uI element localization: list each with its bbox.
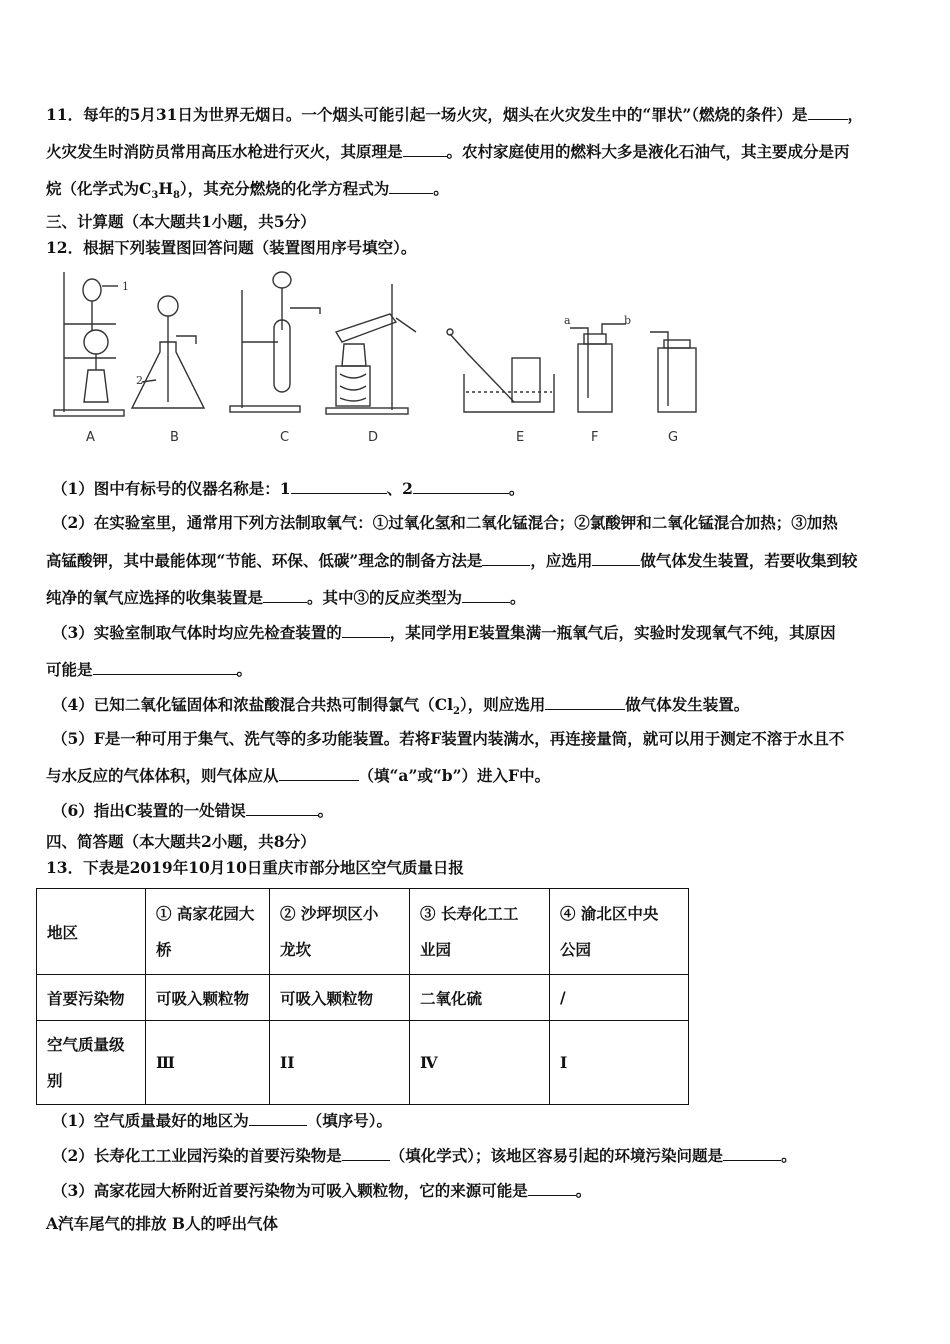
table-cell: 可吸入颗粒物 [270, 975, 410, 1021]
table-cell: / [550, 975, 689, 1021]
apparatus-drawing [46, 262, 706, 452]
apparatus-f [570, 324, 626, 412]
q12-text: （3）实验室制取气体时均应先检查装置的 [52, 623, 342, 642]
table-cell [37, 889, 146, 975]
table-row [37, 975, 689, 1021]
figure-label-a: A [86, 430, 95, 445]
figure-label-e: E [516, 430, 525, 445]
answer-blank[interactable] [482, 550, 530, 566]
q12-text: ），则应选用 [459, 695, 546, 714]
q12-text: 。 [317, 801, 334, 820]
answer-blank[interactable] [93, 659, 237, 675]
q11-line3 [46, 178, 908, 206]
answer-blank[interactable] [413, 478, 509, 494]
q12-text: ，应选用 [530, 551, 593, 570]
q12-part4 [52, 694, 914, 722]
q12-text: 、2 [386, 479, 413, 498]
table-cell [550, 889, 689, 975]
table-cell [410, 889, 550, 975]
figure-label-c: C [280, 430, 290, 445]
apparatus-e [447, 329, 554, 412]
q12-text: （4）已知二氧化锰固体和浓盐酸混合共热可制得氯气（Cl [52, 695, 454, 714]
q11-line1 [46, 104, 908, 125]
answer-blank[interactable] [403, 141, 447, 157]
figure-label-d: D [368, 430, 379, 445]
answer-blank[interactable] [291, 478, 387, 494]
q13-part3 [52, 1180, 914, 1201]
q11-text: 。 [433, 179, 449, 198]
cell-text: 空气质量级 [47, 1034, 125, 1054]
figure-label-b: B [170, 430, 179, 445]
q13-text: 。 [575, 1181, 592, 1200]
apparatus-g [650, 332, 696, 412]
answer-blank[interactable] [545, 694, 625, 710]
cell-text: 别 [47, 1070, 63, 1090]
q13-text: （1）空气质量最好的地区为 [52, 1111, 249, 1130]
cell-text: 地区 [47, 922, 79, 942]
q11-text: 烷（化学式为C [46, 179, 152, 198]
q12-text: 纯净的氧气应选择的收集装置是 [46, 588, 264, 607]
section-heading: 四、简答题（本大题共2小题，共8分） [46, 832, 316, 851]
apparatus-b [132, 296, 204, 408]
figure-label-g: G [668, 430, 679, 445]
table-cell: II [270, 1021, 410, 1105]
table-cell [270, 889, 410, 975]
q12-title: 12．根据下列装置图回答问题（装置图用序号填空）。 [46, 238, 417, 257]
cell-text: 业园 [420, 939, 452, 959]
cell-text: ④ 渝北区中央 [560, 903, 659, 923]
answer-blank[interactable] [723, 1145, 781, 1161]
q11-line2 [46, 141, 908, 162]
q13-title: 13．下表是2019年10月10日重庆市部分地区空气质量日报 [46, 858, 464, 877]
q12-text: ，某同学用E装置集满一瓶氧气后，实验时发现氧气不纯，其原因 [389, 623, 836, 642]
q12-text: （6）指出C装置的一处错误 [52, 801, 246, 820]
q12-part5-line2 [46, 765, 908, 786]
table-cell: 可吸入颗粒物 [146, 975, 270, 1021]
q11-text: 11．每年的5月31日为世界无烟日。一个烟头可能引起一场火灾，烟头在火灾发生中的“罪状”（燃烧的条件）是 [46, 105, 808, 124]
table-cell [37, 1021, 146, 1105]
port-a: a [564, 314, 571, 327]
q11-text: 。农村家庭使用的燃料大多是液化石油气，其主要成分是丙 [446, 142, 850, 161]
q11-text: 火灾发生时消防员常用高压水枪进行灭火，其原理是 [46, 142, 403, 161]
q12-part1 [52, 478, 914, 499]
q12-text: 。其中③的反应类型为 [307, 588, 463, 607]
marker-1: 1 [122, 280, 129, 293]
answer-blank[interactable] [528, 1180, 576, 1196]
cell-text: 桥 [156, 939, 172, 959]
cell-text: ③ 长寿化工工 [420, 903, 519, 923]
q12-text: 做气体发生装置。 [625, 695, 750, 714]
answer-blank[interactable] [249, 1110, 307, 1126]
cell-text: ② 沙坪坝区小 [280, 903, 379, 923]
table-cell: 二氧化硫 [410, 975, 550, 1021]
q12-text: 。 [510, 588, 526, 607]
answer-blank[interactable] [342, 622, 390, 638]
air-quality-table [36, 888, 689, 1105]
table-row [37, 1021, 689, 1105]
table-cell: I [550, 1021, 689, 1105]
port-b: b [624, 314, 632, 327]
q12-text: 高锰酸钾，其中最能体现“节能、环保、低碳”理念的制备方法是 [46, 551, 483, 570]
q11-text: ， [847, 105, 864, 124]
answer-blank[interactable] [342, 1145, 390, 1161]
q13-text: （填序号）。 [306, 1111, 393, 1130]
q13-options: A汽车尾气的排放 B人的呼出气体 [46, 1214, 279, 1233]
answer-blank[interactable] [808, 104, 848, 120]
q12-text: （1）图中有标号的仪器名称是：1 [52, 479, 291, 498]
q12-part3-line2 [46, 659, 908, 680]
answer-blank[interactable] [462, 587, 510, 603]
q12-text: 。 [508, 479, 525, 498]
table-cell: 首要污染物 [37, 975, 146, 1021]
cell-text: 公园 [560, 939, 592, 959]
q11-text: H [158, 179, 173, 198]
answer-blank[interactable] [263, 587, 307, 603]
apparatus-d [326, 284, 416, 414]
q12-part3-line1 [52, 622, 914, 643]
subscript: 3 [151, 190, 159, 202]
q13-part1 [52, 1110, 914, 1131]
q12-part6 [52, 800, 914, 821]
section-heading: 三、计算题（本大题共1小题，共5分） [46, 212, 316, 231]
q12-text: 可能是 [46, 660, 93, 679]
table-cell [146, 889, 270, 975]
apparatus-figure [46, 262, 706, 452]
q13-text: （2）长寿化工工业园污染的首要污染物是 [52, 1146, 342, 1165]
answer-blank[interactable] [592, 550, 640, 566]
q12-text: 做气体发生装置，若要收集到较 [640, 551, 858, 570]
table-cell: Ⅲ [146, 1021, 270, 1105]
q12-text: 。 [236, 660, 253, 679]
q13-text: （填化学式）；该地区容易引起的环境污染问题是 [389, 1146, 724, 1165]
cell-text: ① 高家花园大 [156, 903, 255, 923]
q12-part2-line3 [46, 587, 908, 608]
table-row [37, 889, 689, 975]
q12-text: 与水反应的气体体积，则气体应从 [46, 766, 279, 785]
answer-blank[interactable] [389, 178, 433, 194]
q13-part2 [52, 1145, 914, 1166]
subscript: 8 [172, 190, 180, 202]
answer-blank[interactable] [279, 765, 359, 781]
cell-text: 龙坎 [280, 939, 312, 959]
q12-part2-line2 [46, 550, 908, 571]
q12-text: （填“a”或“b”）进入F中。 [358, 766, 551, 785]
q13-text: （3）高家花园大桥附近首要污染物为可吸入颗粒物，它的来源可能是 [52, 1181, 528, 1200]
q12-part5-line1: （5）F是一种可用于集气、洗气等的多功能装置。若将F装置内装满水，再连接量筒，就可以用于测定不溶于水且不 [52, 729, 845, 748]
q11-text: ），其充分燃烧的化学方程式为 [179, 179, 390, 198]
subscript: 2 [453, 706, 460, 718]
table-cell: Ⅳ [410, 1021, 550, 1105]
apparatus-c [230, 272, 320, 412]
apparatus-a [54, 272, 124, 416]
figure-label-f: F [591, 430, 599, 445]
marker-2: 2 [136, 374, 143, 387]
q12-part2-line1: （2）在实验室里，通常用下列方法制取氧气：①过氧化氢和二氧化锰混合；②氯酸钾和二氧化锰混合加热；③加热 [52, 513, 838, 532]
answer-blank[interactable] [246, 800, 318, 816]
q13-text: 。 [781, 1146, 797, 1165]
